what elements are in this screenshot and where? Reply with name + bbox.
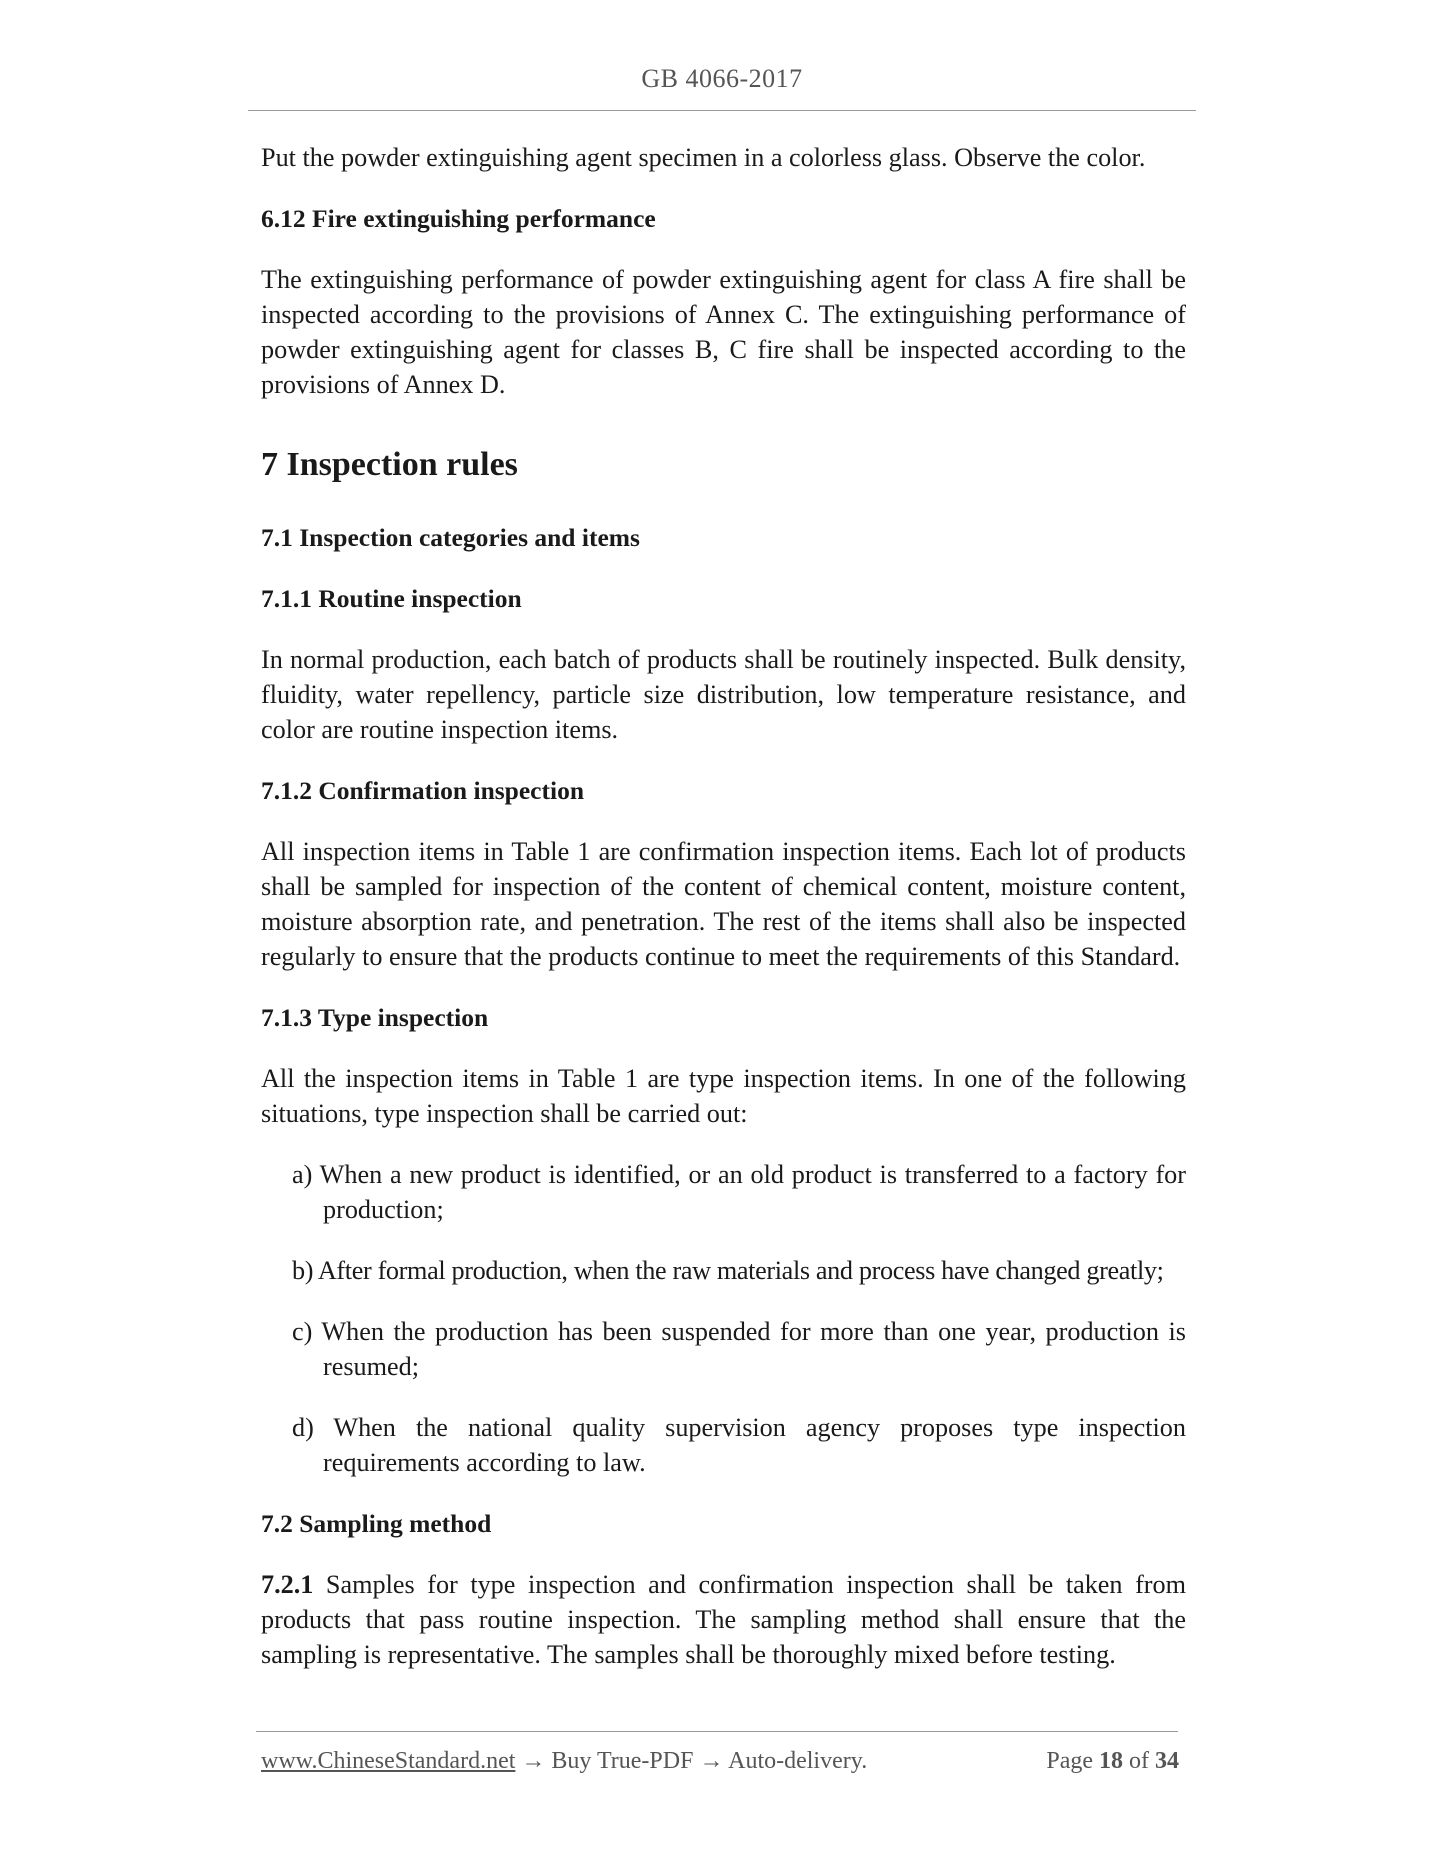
heading-7-1-1: 7.1.1 Routine inspection — [261, 584, 522, 613]
list-item-c: c) When the production has been suspended for more than one year, production is resumed; — [292, 1317, 1186, 1381]
page-body — [261, 140, 1186, 1698]
paragraph-6-12: The extinguishing performance of powder extinguishing agent for class A fire shall be inspected according to the provisions of Annex C. The extinguishing performance of powder extinguishing agent for classes B, C fire shall be inspected according to the provisions of Annex D. — [261, 265, 1186, 399]
heading-7-1-3: 7.1.3 Type inspection — [261, 1003, 489, 1032]
paragraph-color-observation: Put the powder extinguishing agent specimen in a colorless glass. Observe the color. — [261, 143, 1146, 172]
footer-promo — [261, 1748, 867, 1775]
total-pages-number: 34 — [1155, 1748, 1179, 1774]
list-item-b: b) After formal production, when the raw materials and process have changed greatly; — [292, 1256, 1164, 1285]
heading-7-1-2: 7.1.2 Confirmation inspection — [261, 776, 585, 805]
footer-divider — [256, 1731, 1178, 1732]
heading-6-12: 6.12 Fire extinguishing performance — [261, 204, 656, 233]
clause-number-7-2-1: 7.2.1 — [261, 1570, 314, 1599]
site-link[interactable]: www.ChineseStandard.net — [261, 1748, 516, 1774]
running-header-standard-code: GB 4066-2017 — [641, 64, 803, 93]
list-item-d: d) When the national quality supervision agency proposes type inspection requirements according to law. — [292, 1413, 1186, 1477]
heading-7-1: 7.1 Inspection categories and items — [261, 523, 640, 552]
clause-text-7-2-1: Samples for type inspection and confirmation inspection shall be taken from products that pass routine inspection. The sampling method shall ensure that the sampling is representative. The samples shall be thoroughly mixed before testing. — [261, 1570, 1186, 1669]
heading-7-2: 7.2 Sampling method — [261, 1509, 492, 1538]
header-divider — [248, 110, 1196, 111]
paragraph-7-1-1: In normal production, each batch of products shall be routinely inspected. Bulk density, fluidity, water repellency, particle size distribution, low temperature resistance, and color are routine inspection items. — [261, 645, 1186, 744]
page-of-label: of — [1129, 1748, 1149, 1774]
list-item-a: a) When a new product is identified, or an old product is transferred to a factory for production; — [292, 1160, 1186, 1224]
promo-text: → Buy True-PDF → Auto-delivery. — [515, 1748, 868, 1774]
paragraph-7-1-2: All inspection items in Table 1 are confirmation inspection items. Each lot of products shall be sampled for inspection of the content of chemical content, moisture content, moisture absorption rate, and penetration. The rest of the items shall also be inspected regularly to ensure that the products continue to meet the requirements of this Standard. — [261, 837, 1186, 971]
paragraph-7-1-3: All the inspection items in Table 1 are type inspection items. In one of the following situations, type inspection shall be carried out: — [261, 1064, 1186, 1128]
paragraph-7-2-1 — [261, 1567, 1186, 1672]
heading-7: 7 Inspection rules — [261, 446, 518, 483]
page-label: Page — [1046, 1748, 1093, 1774]
page-indicator — [1046, 1748, 1179, 1775]
current-page-number: 18 — [1099, 1748, 1123, 1774]
